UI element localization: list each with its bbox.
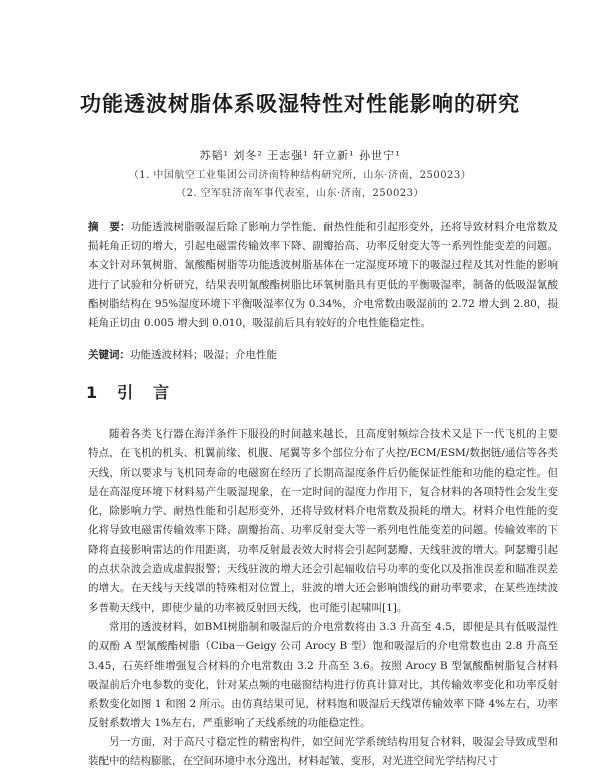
author-list: 苏韬¹ 刘冬² 王志强¹ 轩立新¹ 孙世宁¹ bbox=[199, 149, 401, 162]
section-heading bbox=[86, 380, 171, 403]
section-number: 1 bbox=[86, 383, 100, 402]
body-paragraph: 另一方面，对于高尺寸稳定性的精密构件，如空间光学系统结构用复合材料，吸湿会导致成型和装配中的结构膨胀，在空间环境中水分逸出，材料起皱、变形，对光进空间光学结构尺寸 bbox=[88, 736, 558, 768]
body-paragraph: 常用的透波材料，如BMI树脂制和吸湿后的介电常数将由 3.3 升高至 4.5，即便是具有低吸湿性的双酚 A 型氰酸酯树脂（Ciba－Geigy 公司 Arocy B 型）饱和吸湿后的介电常数也由 2.8 升高至 3.45，石英纤维增强复合材料的介电常数由 3.2 升高至 3.6。按照 Arocy B 型氰酸酯树脂复合材料吸湿前后介电参数的变化，针对某点频的电磁窗结构进行仿真计算对比，其传输效率变化和功率反射系数变化如图 1 和图 2 所示。由仿真结果可见，材料饱和吸湿后天线罩传输效率下降 4%左右，功率反射系数增大 1%左右，严重影响了天线系统的功能稳定性。 bbox=[88, 621, 558, 730]
abstract-label: 摘 要： bbox=[88, 221, 131, 233]
keywords-text: 功能透波材料；吸湿；介电性能 bbox=[130, 349, 277, 361]
keywords-label: 关键词： bbox=[88, 349, 130, 361]
abstract-text: 功能透波树脂吸湿后除了影响力学性能、耐热性能和引起形变外，还将导致材料介电常数及损耗角正切的增大，引起电磁雷传输效率下降、副瓣抬高、功率反射变大等一系列性能变差的问题。本文针对环氧树脂、氰酸酯树脂等功能透波树脂基体在一定湿度环境下的吸湿过程及其对性能的影响进行了试验和分析研究，结果表明氰酸酯树脂比环氧树脂具有更低的平衡吸湿率，制备的低吸湿氰酸酯树脂结构在 95%湿度环境下平衡吸湿率仅为 0.34%，介电常数由吸湿前的 2.72 增大到 2.80，损耗角正切由 0.005 增大到 0.010，吸湿前后具有较好的介电性能稳定性。 bbox=[88, 221, 559, 330]
abstract bbox=[88, 218, 558, 333]
affiliation-1: （1. 中国航空工业集团公司济南特种结构研究所，山东·济南，250023） bbox=[128, 170, 472, 181]
paper-title: 功能透波树脂体系吸湿特性对性能影响的研究 bbox=[80, 92, 520, 116]
body-paragraph: 随着各类飞行器在海洋条件下服役的时间越来越长，且高度射频综合技术又是下一代飞机的主要特点，在飞机的机头、机翼前缘、机腹、尾翼等多个部位分布了火控/ECM/ESM/数据链/通信等各类天线，所以要求与飞机同寿命的电磁窗在经历了长期高湿度条件后仍能保证性能和功能的稳定性。但是在高湿度环境下材料易产生吸湿现象，在一定时间的湿度力作用下，复合材料的各项特性会发生变化，除影响力学、耐热性能和引起形变外，还将导致材料介电常数及损耗的增大。材料介电性能的变化将导致电磁雷传输效率下降、副瓣抬高、功率反射变大等一系列电性能变差的问题。传输效率的下降将直接影响雷达的作用距离，功率反射最表效大时将会引起阿瑟瓣、天线驻波的增大。阿瑟瓣引起的点状杂波会造成虚假报警；天线驻波的增大还会引起辐收信号功率的变化以及指准误差和瞄准误差的增大。在天线与天线罩的特殊相对位置上，驻波的增大还会影响馈线的耐功率要求，在某些连续波多普勒天线中，即使少量的功率被反射回天线，也可能引起啸叫[1]。 bbox=[88, 428, 558, 614]
section-title: 引 言 bbox=[117, 383, 172, 402]
affiliation-2: （2. 空军驻济南军事代表室，山东·济南，250023） bbox=[175, 188, 425, 199]
keywords bbox=[88, 347, 558, 362]
